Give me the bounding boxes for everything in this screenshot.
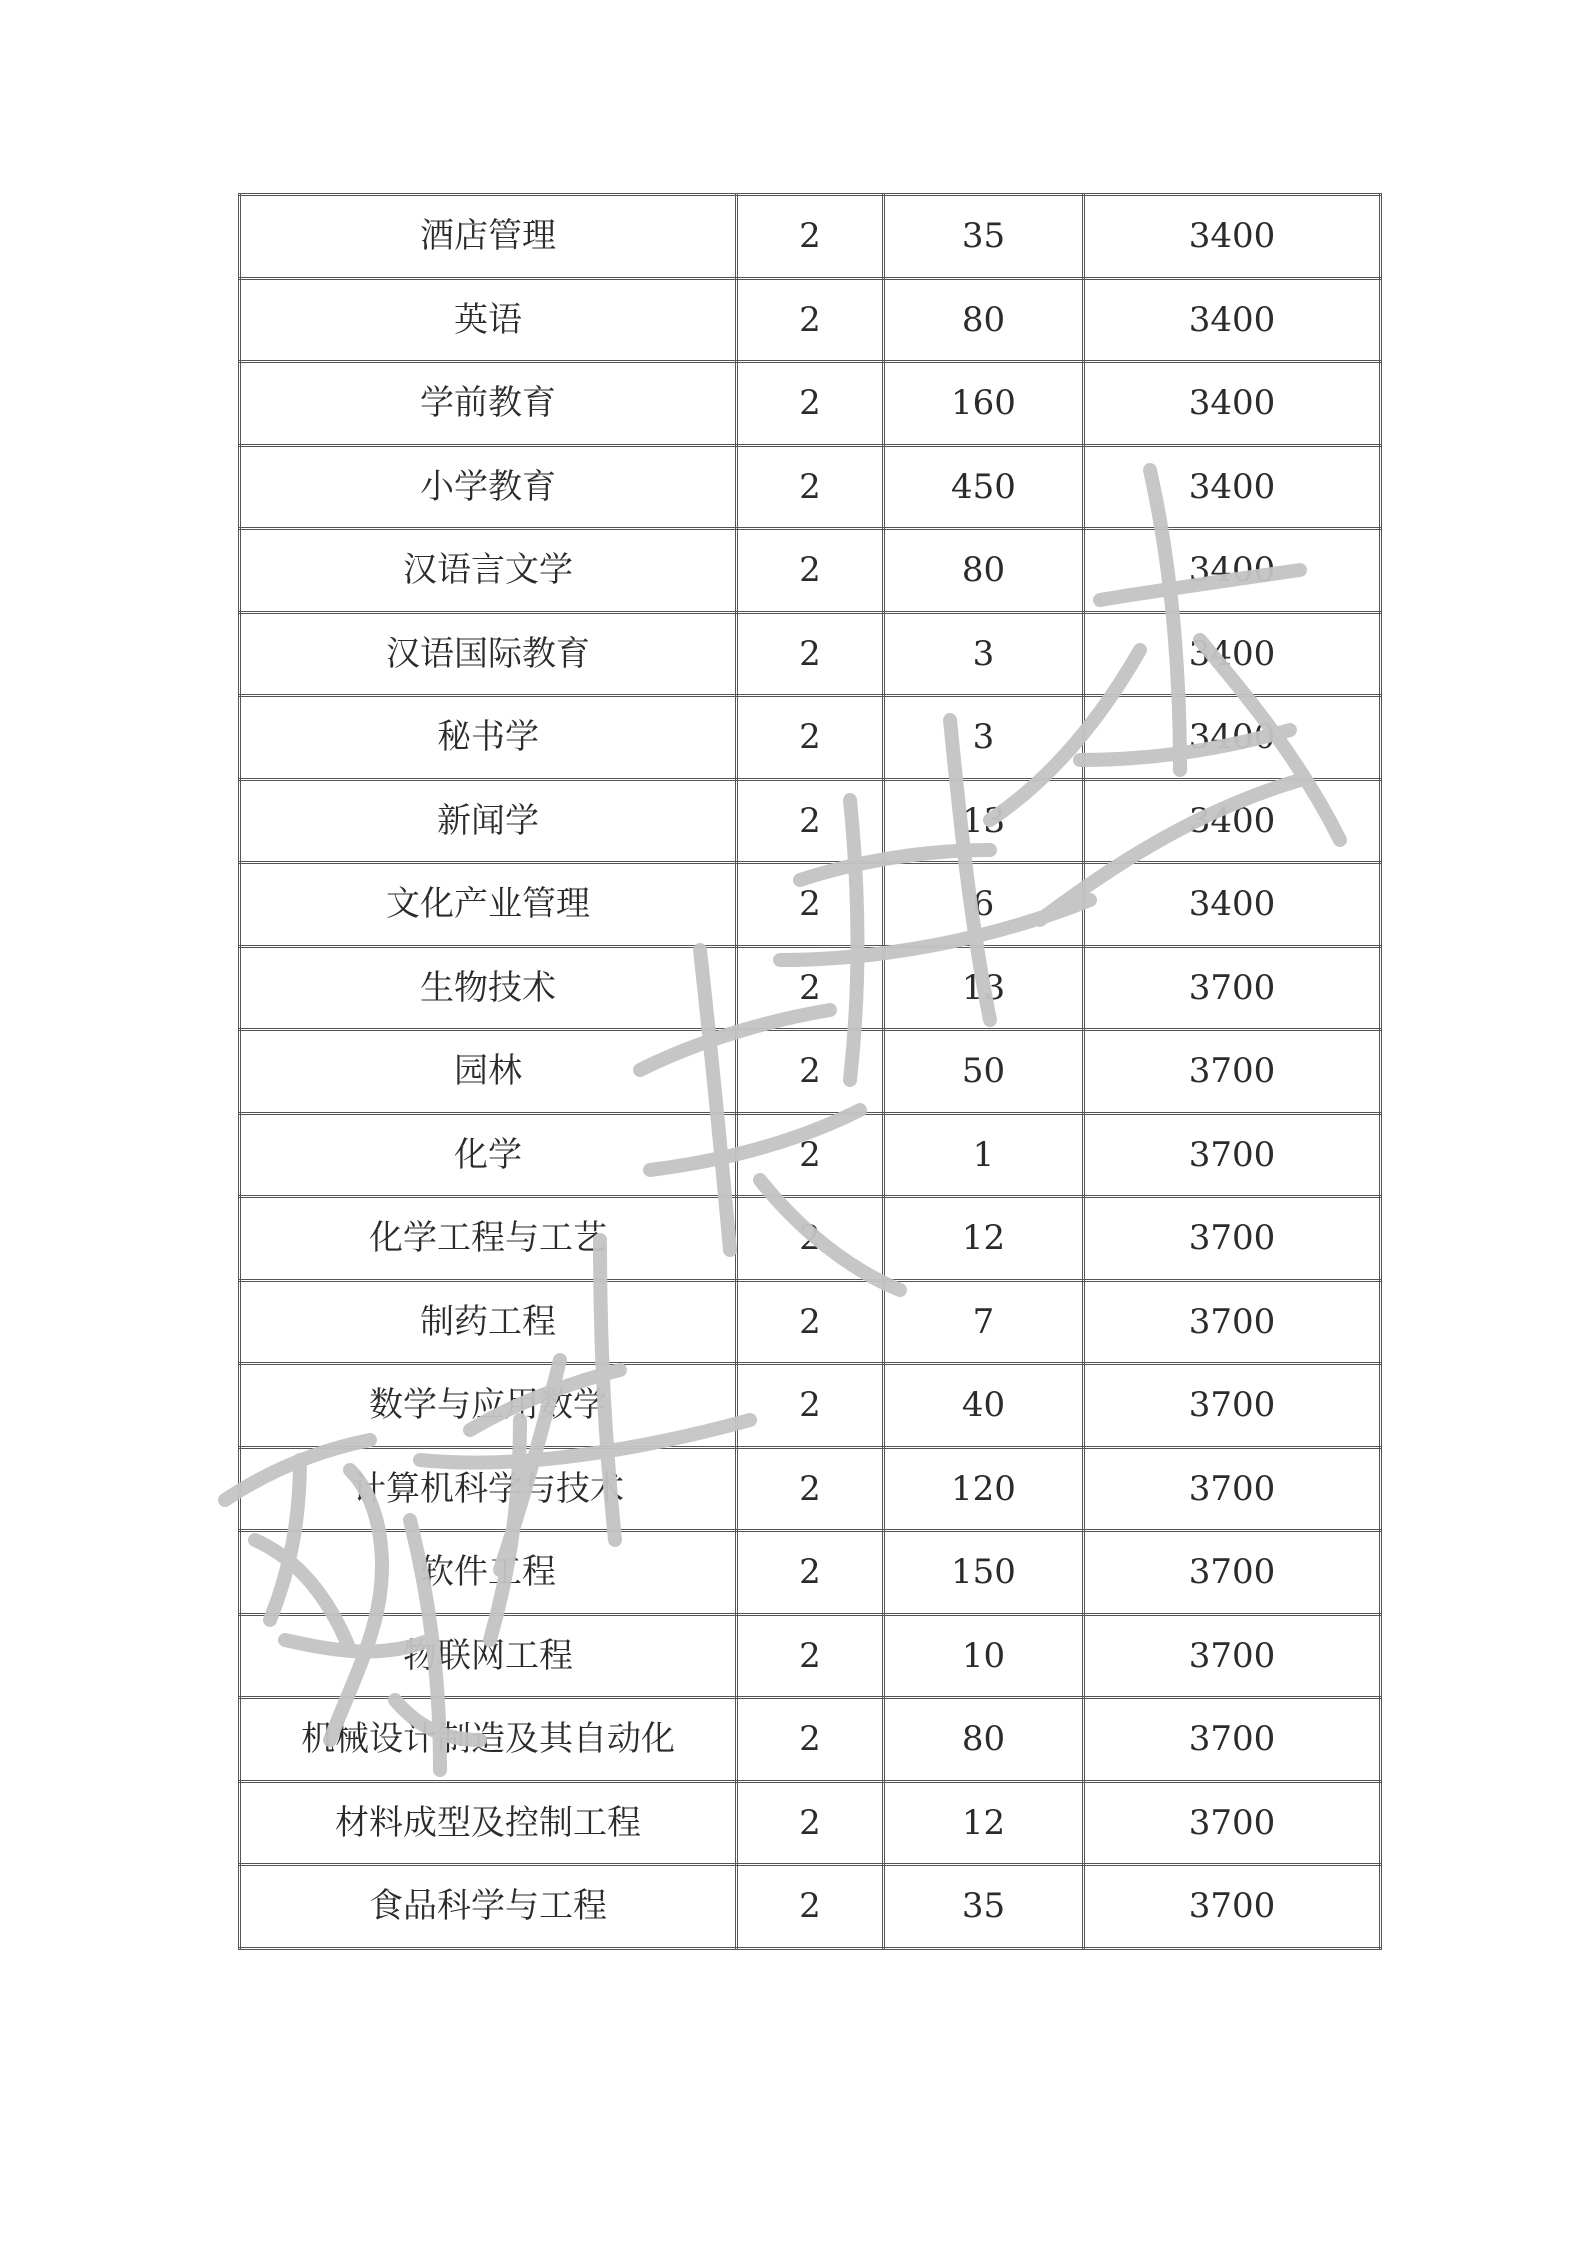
cell-major: 材料成型及控制工程 [240,1781,737,1865]
cell-plan: 80 [884,529,1084,613]
table-row [240,1698,1381,1782]
cell-plan: 10 [884,1614,1084,1698]
cell-years: 2 [737,1447,884,1531]
cell-fee: 3700 [1084,1280,1381,1364]
cell-fee: 3700 [1084,1531,1381,1615]
table-row [240,1447,1381,1531]
table-row [240,1030,1381,1114]
cell-years: 2 [737,1113,884,1197]
table-row [240,1531,1381,1615]
cell-major: 物联网工程 [240,1614,737,1698]
cell-major: 食品科学与工程 [240,1865,737,1949]
cell-years: 2 [737,362,884,446]
cell-plan: 7 [884,1280,1084,1364]
cell-plan: 1 [884,1113,1084,1197]
cell-fee: 3700 [1084,1113,1381,1197]
cell-major: 文化产业管理 [240,863,737,947]
cell-fee: 3400 [1084,445,1381,529]
cell-plan: 35 [884,1865,1084,1949]
cell-fee: 3700 [1084,1781,1381,1865]
cell-fee: 3400 [1084,529,1381,613]
cell-major: 学前教育 [240,362,737,446]
cell-fee: 3400 [1084,696,1381,780]
cell-years: 2 [737,1364,884,1448]
cell-fee: 3700 [1084,1614,1381,1698]
cell-fee: 3400 [1084,195,1381,279]
cell-fee: 3400 [1084,278,1381,362]
cell-years: 2 [737,1531,884,1615]
cell-plan: 40 [884,1364,1084,1448]
cell-years: 2 [737,195,884,279]
cell-plan: 35 [884,195,1084,279]
cell-years: 2 [737,529,884,613]
cell-fee: 3400 [1084,612,1381,696]
cell-plan: 6 [884,863,1084,947]
cell-major: 化学 [240,1113,737,1197]
cell-fee: 3700 [1084,1197,1381,1281]
cell-major: 新闻学 [240,779,737,863]
cell-years: 2 [737,863,884,947]
cell-fee: 3700 [1084,1865,1381,1949]
cell-fee: 3400 [1084,863,1381,947]
cell-years: 2 [737,612,884,696]
cell-plan: 3 [884,612,1084,696]
cell-major: 数学与应用数学 [240,1364,737,1448]
cell-years: 2 [737,1030,884,1114]
cell-plan: 120 [884,1447,1084,1531]
cell-fee: 3700 [1084,1447,1381,1531]
cell-fee: 3700 [1084,1030,1381,1114]
cell-major: 制药工程 [240,1280,737,1364]
cell-fee: 3400 [1084,362,1381,446]
cell-major: 化学工程与工艺 [240,1197,737,1281]
cell-plan: 12 [884,1197,1084,1281]
cell-fee: 3700 [1084,1364,1381,1448]
table-row [240,612,1381,696]
table-row [240,1364,1381,1448]
cell-fee: 3700 [1084,1698,1381,1782]
table-row [240,278,1381,362]
cell-fee: 3700 [1084,946,1381,1030]
cell-plan: 160 [884,362,1084,446]
table-row [240,779,1381,863]
cell-major: 秘书学 [240,696,737,780]
cell-major: 计算机科学与技术 [240,1447,737,1531]
cell-major: 园林 [240,1030,737,1114]
cell-years: 2 [737,445,884,529]
cell-years: 2 [737,1280,884,1364]
table-row [240,529,1381,613]
table-row [240,863,1381,947]
majors-table [238,193,1382,1950]
cell-plan: 80 [884,1698,1084,1782]
cell-major: 软件工程 [240,1531,737,1615]
cell-plan: 13 [884,779,1084,863]
cell-plan: 450 [884,445,1084,529]
cell-years: 2 [737,779,884,863]
table-row [240,445,1381,529]
cell-years: 2 [737,1865,884,1949]
cell-major: 机械设计制造及其自动化 [240,1698,737,1782]
cell-years: 2 [737,946,884,1030]
table-row [240,1197,1381,1281]
cell-plan: 13 [884,946,1084,1030]
cell-plan: 80 [884,278,1084,362]
table-row [240,696,1381,780]
cell-years: 2 [737,1614,884,1698]
cell-years: 2 [737,696,884,780]
cell-plan: 50 [884,1030,1084,1114]
cell-plan: 12 [884,1781,1084,1865]
table-row [240,1865,1381,1949]
cell-years: 2 [737,1781,884,1865]
cell-years: 2 [737,1197,884,1281]
cell-years: 2 [737,1698,884,1782]
table-row [240,1280,1381,1364]
table-row [240,1781,1381,1865]
cell-years: 2 [737,278,884,362]
cell-fee: 3400 [1084,779,1381,863]
table-row [240,1614,1381,1698]
table-row [240,362,1381,446]
cell-major: 生物技术 [240,946,737,1030]
table-row [240,1113,1381,1197]
majors-table-body [240,195,1381,1949]
cell-major: 汉语言文学 [240,529,737,613]
cell-plan: 150 [884,1531,1084,1615]
cell-major: 小学教育 [240,445,737,529]
cell-plan: 3 [884,696,1084,780]
table-row [240,195,1381,279]
table-row [240,946,1381,1030]
cell-major: 酒店管理 [240,195,737,279]
cell-major: 英语 [240,278,737,362]
cell-major: 汉语国际教育 [240,612,737,696]
